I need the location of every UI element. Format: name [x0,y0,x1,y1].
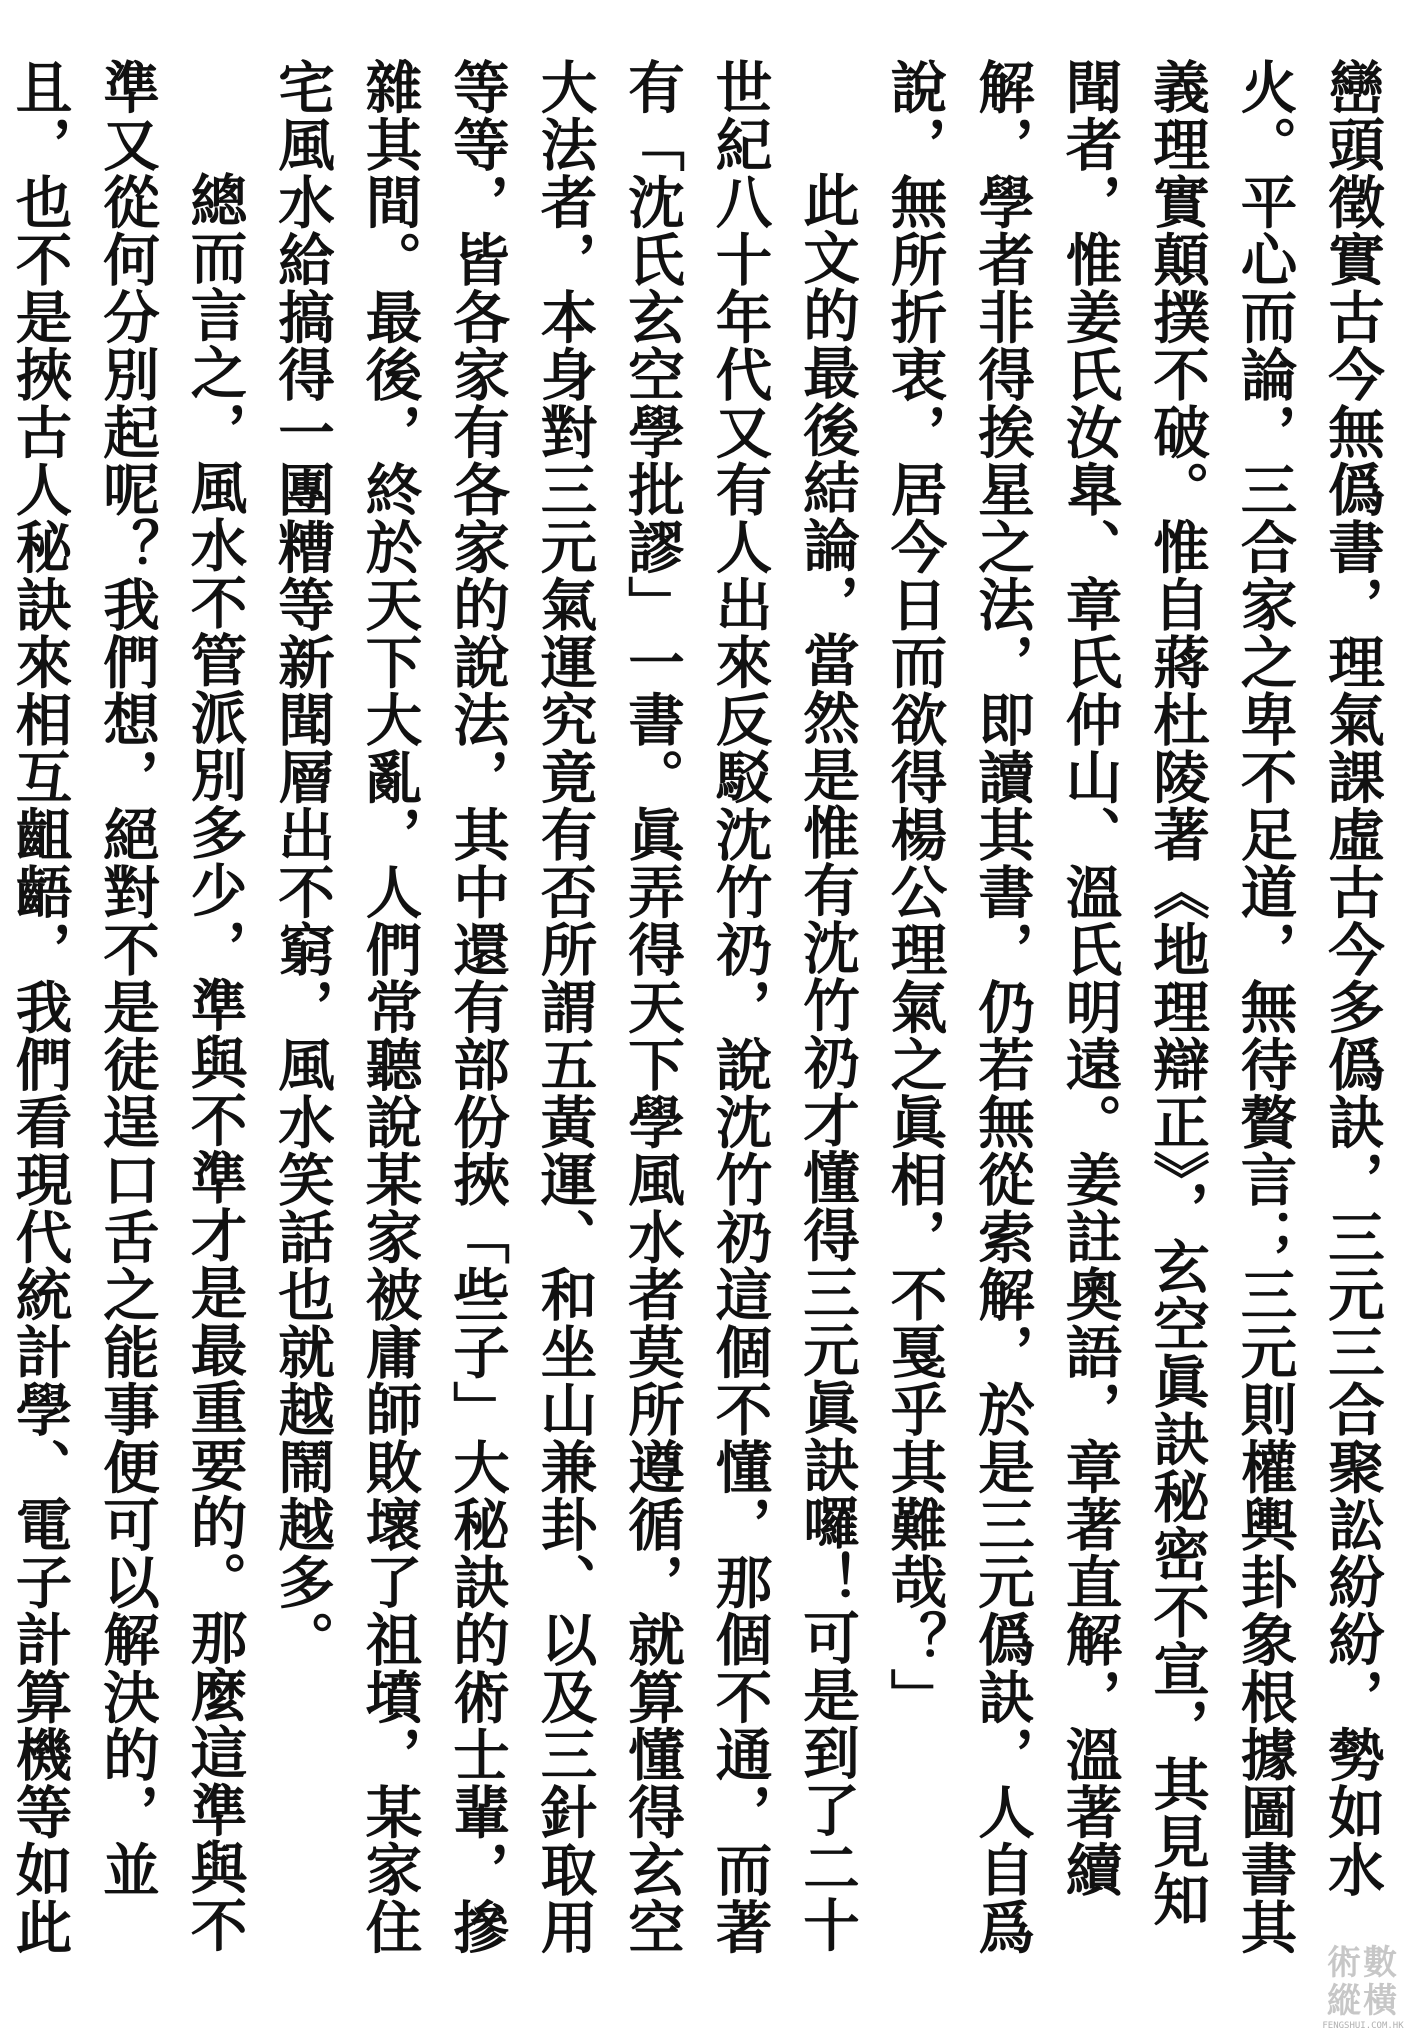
paragraph-2: 此文的最後結論，當然是惟有沈竹礽才懂得三元眞訣囉！可是到了二十世紀八十年代又有人出來反駁沈竹礽，說沈竹礽這個不懂，那個不通，而著有「沈氏玄空學批謬」一書。眞弄得天下學風水者莫所遵循，就算懂得玄空大法者，本身對三元氣運究竟有否所謂五黃運、和坐山兼卦、以及三針取用等等，皆各家有各家的說法，其中還有部份挾「些子」大秘訣的術士輩，摻雜其間。最後，終於天下大亂，人們常聽說某家被庸師敗壞了祖墳，某家住宅風水給搞得一團糟等新聞層出不窮，風水笑話也就越鬧越多。 [269,58,860,1956]
vertical-text-body [0,58,1395,1978]
watermark-url: FENGSHUI.COM.HK [1322,2021,1404,2031]
watermark-logo [1313,1944,1413,2032]
watermark-main-text: 術數 縱橫 [1327,1943,1399,2021]
paragraph-1: 巒頭徵實古今無僞書，理氣課虛古今多僞訣，三元三合聚訟紛紛，勢如水火。平心而論，三合家之卑不足道，無待贅言；三元則權輿卦象根據圖書其義理實顛撲不破。惟自蔣杜陵著《地理辯正》，玄空眞訣秘密不宣，其見知聞者，惟姜氏汝臯、章氏仲山、溫氏明遠。姜註奧語，章著直解，溫著續解，學者非得挨星之法，即讀其書，仍若無從索解，於是三元僞訣，人自爲說，無所折衷，居今日而欲得楊公理氣之眞相，不戛乎其難哉？」 [881,58,1385,1956]
paragraph-3: 總而言之，風水不管派別多少，準與不準才是最重要的。那麼這準與不準又從何分別起呢？我們想，絕對不是徒逞口舌之能事便可以解決的，並且，也不是挾古人秘訣來相互齟齬，我們看現代統計學、電子計算機等如此 [6,58,248,1956]
